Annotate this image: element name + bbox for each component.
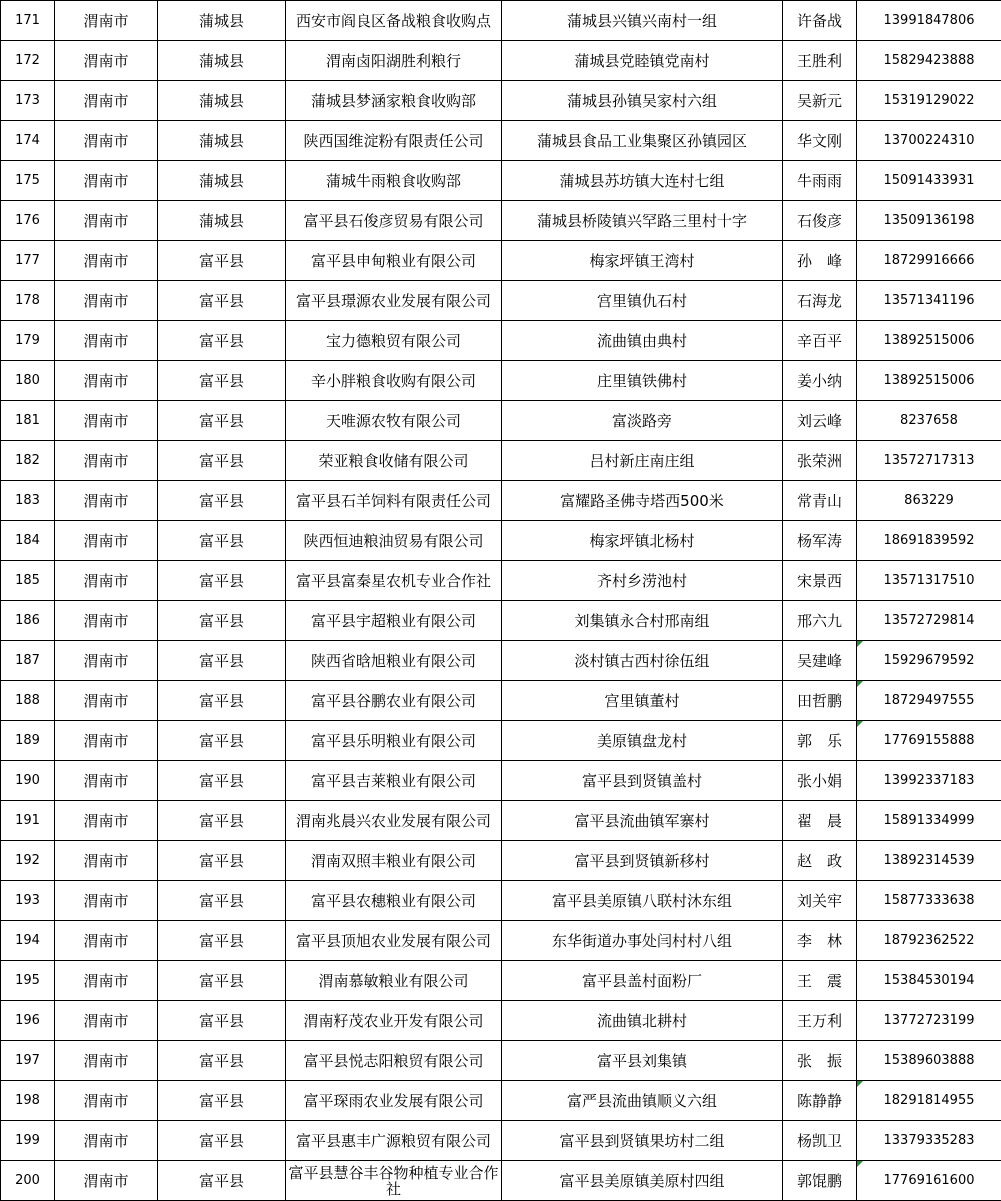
table-row — [1, 41, 1001, 81]
table-row — [1, 401, 1001, 441]
phone-cell: 13892515006 — [857, 321, 1001, 361]
phone-cell: 15877333638 — [857, 881, 1001, 921]
address-cell: 蒲城县食品工业集聚区孙镇园区 — [502, 121, 783, 161]
table-row — [1, 801, 1001, 841]
company-cell: 陕西省晗旭粮业有限公司 — [286, 641, 502, 681]
table-row — [1, 961, 1001, 1001]
city-cell: 渭南市 — [55, 321, 158, 361]
county-cell: 富平县 — [158, 441, 286, 481]
city-cell: 渭南市 — [55, 1001, 158, 1041]
address-cell: 蒲城县兴镇兴南村一组 — [502, 1, 783, 41]
address-cell: 梅家坪镇北杨村 — [502, 521, 783, 561]
city-cell: 渭南市 — [55, 681, 158, 721]
row-number: 183 — [1, 481, 55, 521]
phone-cell: 13892515006 — [857, 361, 1001, 401]
row-number: 188 — [1, 681, 55, 721]
row-number: 189 — [1, 721, 55, 761]
row-number: 187 — [1, 641, 55, 681]
city-cell: 渭南市 — [55, 601, 158, 641]
row-number: 191 — [1, 801, 55, 841]
table-row — [1, 1081, 1001, 1121]
table-row — [1, 481, 1001, 521]
contact-cell: 李 林 — [783, 921, 857, 961]
table-row — [1, 241, 1001, 281]
county-cell: 富平县 — [158, 521, 286, 561]
address-cell: 富耀路圣佛寺塔西500米 — [502, 481, 783, 521]
phone-cell: 13992337183 — [857, 761, 1001, 801]
county-cell: 富平县 — [158, 721, 286, 761]
table-row — [1, 921, 1001, 961]
company-cell: 渭南双照丰粮业有限公司 — [286, 841, 502, 881]
city-cell: 渭南市 — [55, 1, 158, 41]
contact-cell: 华文刚 — [783, 121, 857, 161]
city-cell: 渭南市 — [55, 1161, 158, 1201]
row-number: 174 — [1, 121, 55, 161]
phone-cell: 13991847806 — [857, 1, 1001, 41]
company-cell: 蒲城县梦涵家粮食收购部 — [286, 81, 502, 121]
company-cell: 西安市阎良区备战粮食收购点 — [286, 1, 502, 41]
phone-cell: 15384530194 — [857, 961, 1001, 1001]
county-cell: 蒲城县 — [158, 1, 286, 41]
city-cell: 渭南市 — [55, 761, 158, 801]
row-number: 199 — [1, 1121, 55, 1161]
row-number: 193 — [1, 881, 55, 921]
contact-cell: 张 振 — [783, 1041, 857, 1081]
phone-cell: 15891334999 — [857, 801, 1001, 841]
city-cell: 渭南市 — [55, 1081, 158, 1121]
row-number: 185 — [1, 561, 55, 601]
contact-cell: 张小娟 — [783, 761, 857, 801]
phone-cell: 13700224310 — [857, 121, 1001, 161]
company-cell: 富平县宇超粮业有限公司 — [286, 601, 502, 641]
company-cell: 富平县农穗粮业有限公司 — [286, 881, 502, 921]
table-row — [1, 721, 1001, 761]
city-cell: 渭南市 — [55, 721, 158, 761]
company-cell: 渭南兆晨兴农业发展有限公司 — [286, 801, 502, 841]
phone-cell: 15319129022 — [857, 81, 1001, 121]
company-cell: 富平县惠丰广源粮贸有限公司 — [286, 1121, 502, 1161]
table-row — [1, 1121, 1001, 1161]
address-cell: 富淡路旁 — [502, 401, 783, 441]
company-cell: 富平县富秦星农机专业合作社 — [286, 561, 502, 601]
county-cell: 蒲城县 — [158, 201, 286, 241]
contact-cell: 辛百平 — [783, 321, 857, 361]
table-row — [1, 1, 1001, 41]
table-row — [1, 161, 1001, 201]
address-cell: 吕村新庄南庄组 — [502, 441, 783, 481]
address-cell: 富平县到贤镇果坊村二组 — [502, 1121, 783, 1161]
phone-cell: 13892314539 — [857, 841, 1001, 881]
phone-cell: 13379335283 — [857, 1121, 1001, 1161]
row-number: 182 — [1, 441, 55, 481]
county-cell: 富平县 — [158, 601, 286, 641]
contact-cell: 邢六九 — [783, 601, 857, 641]
county-cell: 蒲城县 — [158, 161, 286, 201]
county-cell: 富平县 — [158, 1001, 286, 1041]
row-number: 173 — [1, 81, 55, 121]
county-cell: 富平县 — [158, 1121, 286, 1161]
row-number: 171 — [1, 1, 55, 41]
contact-cell: 陈静静 — [783, 1081, 857, 1121]
company-cell: 富平县悦志阳粮贸有限公司 — [286, 1041, 502, 1081]
city-cell: 渭南市 — [55, 921, 158, 961]
row-number: 177 — [1, 241, 55, 281]
row-number: 197 — [1, 1041, 55, 1081]
city-cell: 渭南市 — [55, 361, 158, 401]
phone-cell: 18792362522 — [857, 921, 1001, 961]
address-cell: 流曲镇北耕村 — [502, 1001, 783, 1041]
address-cell: 蒲城县孙镇吴家村六组 — [502, 81, 783, 121]
contact-cell: 翟 晨 — [783, 801, 857, 841]
table-row — [1, 561, 1001, 601]
company-cell: 渭南籽茂农业开发有限公司 — [286, 1001, 502, 1041]
table-row — [1, 201, 1001, 241]
company-cell: 富平琛雨农业发展有限公司 — [286, 1081, 502, 1121]
county-cell: 富平县 — [158, 961, 286, 1001]
phone-cell: 13509136198 — [857, 201, 1001, 241]
phone-cell: 17769161600 — [857, 1161, 1001, 1201]
company-cell: 宝力德粮贸有限公司 — [286, 321, 502, 361]
contact-cell: 牛雨雨 — [783, 161, 857, 201]
county-cell: 富平县 — [158, 1041, 286, 1081]
contact-cell: 刘关牢 — [783, 881, 857, 921]
address-cell: 宫里镇董村 — [502, 681, 783, 721]
county-cell: 蒲城县 — [158, 41, 286, 81]
company-cell: 富平县璟源农业发展有限公司 — [286, 281, 502, 321]
address-cell: 富平县刘集镇 — [502, 1041, 783, 1081]
city-cell: 渭南市 — [55, 241, 158, 281]
phone-cell: 18729497555 — [857, 681, 1001, 721]
row-number: 178 — [1, 281, 55, 321]
county-cell: 富平县 — [158, 481, 286, 521]
table-row — [1, 441, 1001, 481]
city-cell: 渭南市 — [55, 401, 158, 441]
row-number: 195 — [1, 961, 55, 1001]
row-number: 190 — [1, 761, 55, 801]
address-cell: 蒲城县桥陵镇兴罕路三里村十字 — [502, 201, 783, 241]
phone-cell: 15091433931 — [857, 161, 1001, 201]
city-cell: 渭南市 — [55, 81, 158, 121]
row-number: 200 — [1, 1161, 55, 1201]
address-cell: 宫里镇仇石村 — [502, 281, 783, 321]
city-cell: 渭南市 — [55, 521, 158, 561]
city-cell: 渭南市 — [55, 481, 158, 521]
contact-cell: 常青山 — [783, 481, 857, 521]
address-cell: 美原镇盘龙村 — [502, 721, 783, 761]
city-cell: 渭南市 — [55, 641, 158, 681]
county-cell: 富平县 — [158, 241, 286, 281]
address-cell: 淡村镇古西村徐伍组 — [502, 641, 783, 681]
address-cell: 蒲城县苏坊镇大连村七组 — [502, 161, 783, 201]
city-cell: 渭南市 — [55, 201, 158, 241]
company-cell: 富平县乐明粮业有限公司 — [286, 721, 502, 761]
contact-cell: 张荣洲 — [783, 441, 857, 481]
city-cell: 渭南市 — [55, 801, 158, 841]
company-cell: 陕西国维淀粉有限责任公司 — [286, 121, 502, 161]
table-row — [1, 361, 1001, 401]
city-cell: 渭南市 — [55, 1041, 158, 1081]
phone-cell: 15389603888 — [857, 1041, 1001, 1081]
phone-cell: 18691839592 — [857, 521, 1001, 561]
contact-cell: 郭馄鹏 — [783, 1161, 857, 1201]
table-row — [1, 841, 1001, 881]
address-cell: 富平县流曲镇军寨村 — [502, 801, 783, 841]
company-cell: 辛小胖粮食收购有限公司 — [286, 361, 502, 401]
county-cell: 富平县 — [158, 321, 286, 361]
table-row — [1, 881, 1001, 921]
row-number: 176 — [1, 201, 55, 241]
table-row — [1, 761, 1001, 801]
contact-cell: 石俊彦 — [783, 201, 857, 241]
address-cell: 梅家坪镇王湾村 — [502, 241, 783, 281]
county-cell: 富平县 — [158, 881, 286, 921]
contact-cell: 杨军涛 — [783, 521, 857, 561]
contact-cell: 田哲鹏 — [783, 681, 857, 721]
company-cell: 富平县慧谷丰谷物种植专业合作社 — [286, 1161, 502, 1201]
contact-cell: 吴建峰 — [783, 641, 857, 681]
row-number: 172 — [1, 41, 55, 81]
phone-cell: 18729916666 — [857, 241, 1001, 281]
county-cell: 富平县 — [158, 841, 286, 881]
contact-cell: 杨凯卫 — [783, 1121, 857, 1161]
phone-cell: 13572717313 — [857, 441, 1001, 481]
city-cell: 渭南市 — [55, 1121, 158, 1161]
county-cell: 富平县 — [158, 1081, 286, 1121]
contact-cell: 许备战 — [783, 1, 857, 41]
county-cell: 富平县 — [158, 281, 286, 321]
table-row — [1, 1001, 1001, 1041]
phone-cell: 13571341196 — [857, 281, 1001, 321]
contact-cell: 孙 峰 — [783, 241, 857, 281]
county-cell: 富平县 — [158, 641, 286, 681]
county-cell: 富平县 — [158, 761, 286, 801]
address-cell: 庄里镇铁佛村 — [502, 361, 783, 401]
address-cell: 富严县流曲镇顺义六组 — [502, 1081, 783, 1121]
row-number: 181 — [1, 401, 55, 441]
address-cell: 刘集镇永合村邢南组 — [502, 601, 783, 641]
table-row — [1, 321, 1001, 361]
county-cell: 蒲城县 — [158, 81, 286, 121]
county-cell: 富平县 — [158, 921, 286, 961]
address-cell: 齐村乡涝池村 — [502, 561, 783, 601]
address-cell: 富平县到贤镇盖村 — [502, 761, 783, 801]
table-row — [1, 281, 1001, 321]
phone-cell: 863229 — [857, 481, 1001, 521]
city-cell: 渭南市 — [55, 441, 158, 481]
row-number: 186 — [1, 601, 55, 641]
table-row — [1, 521, 1001, 561]
county-cell: 富平县 — [158, 1161, 286, 1201]
county-cell: 蒲城县 — [158, 121, 286, 161]
row-number: 194 — [1, 921, 55, 961]
contact-cell: 宋景西 — [783, 561, 857, 601]
city-cell: 渭南市 — [55, 881, 158, 921]
contact-cell: 王 震 — [783, 961, 857, 1001]
contact-cell: 赵 政 — [783, 841, 857, 881]
phone-cell: 13772723199 — [857, 1001, 1001, 1041]
row-number: 198 — [1, 1081, 55, 1121]
company-cell: 富平县吉莱粮业有限公司 — [286, 761, 502, 801]
city-cell: 渭南市 — [55, 281, 158, 321]
city-cell: 渭南市 — [55, 961, 158, 1001]
table-row — [1, 1161, 1001, 1201]
table-row — [1, 641, 1001, 681]
company-cell: 荣亚粮食收储有限公司 — [286, 441, 502, 481]
city-cell: 渭南市 — [55, 41, 158, 81]
company-cell: 陕西恒迪粮油贸易有限公司 — [286, 521, 502, 561]
contact-cell: 刘云峰 — [783, 401, 857, 441]
company-cell: 富平县石羊饲料有限责任公司 — [286, 481, 502, 521]
phone-cell: 13572729814 — [857, 601, 1001, 641]
table-row — [1, 681, 1001, 721]
phone-cell: 15829423888 — [857, 41, 1001, 81]
contact-cell: 王胜利 — [783, 41, 857, 81]
table-row — [1, 81, 1001, 121]
city-cell: 渭南市 — [55, 161, 158, 201]
county-cell: 富平县 — [158, 361, 286, 401]
row-number: 184 — [1, 521, 55, 561]
address-cell: 富平县美原镇八联村沐东组 — [502, 881, 783, 921]
address-cell: 东华街道办事处闫村村八组 — [502, 921, 783, 961]
county-cell: 富平县 — [158, 401, 286, 441]
phone-cell: 8237658 — [857, 401, 1001, 441]
row-number: 180 — [1, 361, 55, 401]
address-cell: 富平县美原镇美原村四组 — [502, 1161, 783, 1201]
city-cell: 渭南市 — [55, 121, 158, 161]
row-number: 196 — [1, 1001, 55, 1041]
row-number: 192 — [1, 841, 55, 881]
company-cell: 渭南卤阳湖胜利粮行 — [286, 41, 502, 81]
company-cell: 蒲城牛雨粮食收购部 — [286, 161, 502, 201]
contact-cell: 姜小纳 — [783, 361, 857, 401]
phone-cell: 18291814955 — [857, 1081, 1001, 1121]
address-cell: 富平县到贤镇新移村 — [502, 841, 783, 881]
row-number: 179 — [1, 321, 55, 361]
table-row — [1, 121, 1001, 161]
contact-cell: 郭 乐 — [783, 721, 857, 761]
phone-cell: 13571317510 — [857, 561, 1001, 601]
company-cell: 天唯源农牧有限公司 — [286, 401, 502, 441]
address-cell: 富平县盖村面粉厂 — [502, 961, 783, 1001]
table-body — [1, 1, 1001, 1201]
table-row — [1, 601, 1001, 641]
company-cell: 渭南慕敏粮业有限公司 — [286, 961, 502, 1001]
row-number: 175 — [1, 161, 55, 201]
county-cell: 富平县 — [158, 681, 286, 721]
contact-cell: 石海龙 — [783, 281, 857, 321]
phone-cell: 17769155888 — [857, 721, 1001, 761]
county-cell: 富平县 — [158, 561, 286, 601]
company-cell: 富平县石俊彦贸易有限公司 — [286, 201, 502, 241]
company-cell: 富平县谷鹏农业有限公司 — [286, 681, 502, 721]
contact-cell: 王万利 — [783, 1001, 857, 1041]
county-cell: 富平县 — [158, 801, 286, 841]
address-cell: 流曲镇由典村 — [502, 321, 783, 361]
city-cell: 渭南市 — [55, 841, 158, 881]
company-cell: 富平县顶旭农业发展有限公司 — [286, 921, 502, 961]
phone-cell: 15929679592 — [857, 641, 1001, 681]
table-row — [1, 1041, 1001, 1081]
contact-cell: 吴新元 — [783, 81, 857, 121]
city-cell: 渭南市 — [55, 561, 158, 601]
address-cell: 蒲城县党睦镇党南村 — [502, 41, 783, 81]
company-cell: 富平县申甸粮业有限公司 — [286, 241, 502, 281]
